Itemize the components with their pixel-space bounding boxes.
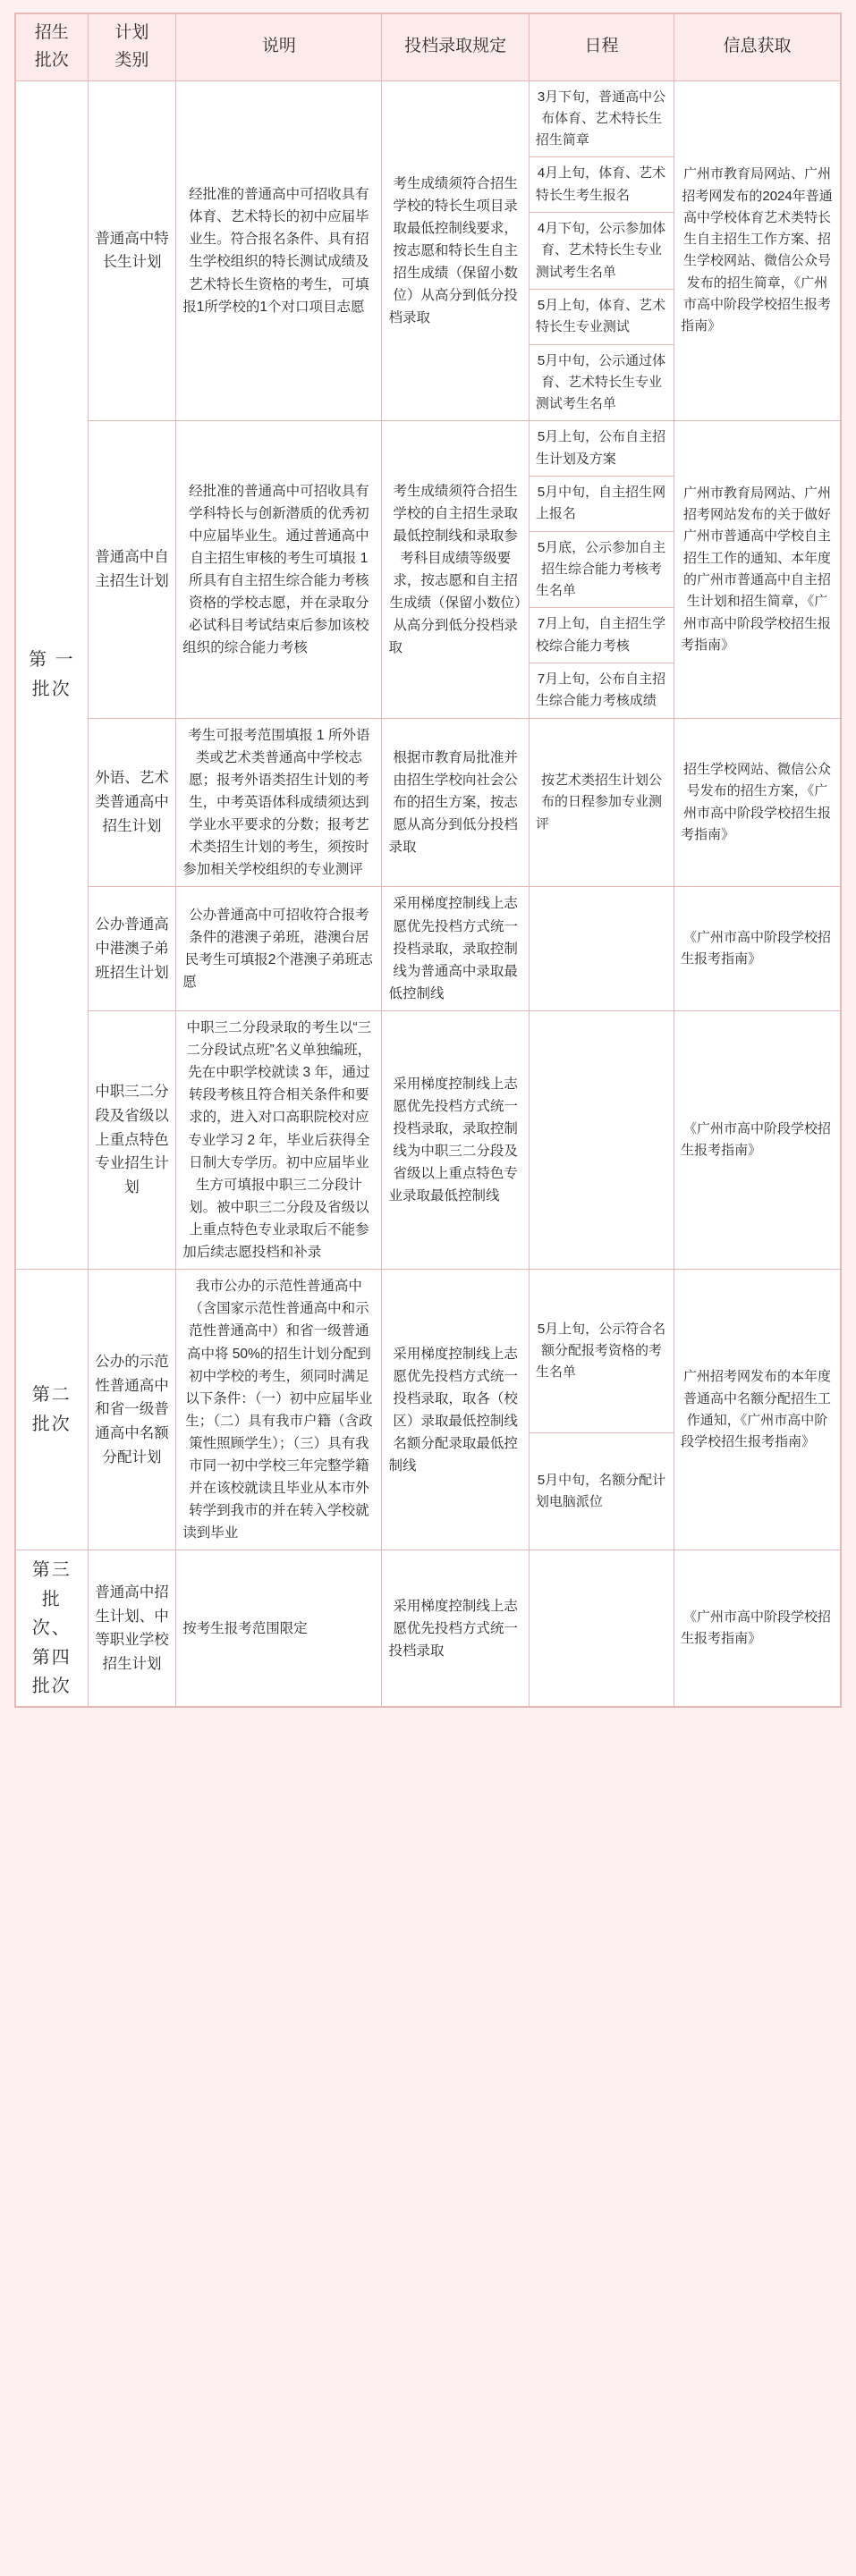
table-row [15,887,841,1011]
admission-schedule-table [14,13,842,1708]
column-header-category [88,13,176,80]
description-cell-quota-allocation: 我市公办的示范性普通高中（含国家示范性普通高中和示范性普通高中）和省一级普通高中将 50%的招生计划分配到初中学校的考生，须同时满足以下条件：（一）初中应届毕业生；（二）具有我市户籍（含政策性照顾学生）；（三）具有我市同一初中学校三年完整学籍并在该校就读且毕业从本市外转学到我市的并在转入学校就读到毕业 [176,1270,382,1550]
column-header-batch-line1: 招生 [34,23,69,42]
category-cell-language-art: 外语、艺术类普通高中招生计划 [88,718,176,887]
schedule-item: 5月中旬，名额分配计划电脑派位 [529,1433,674,1550]
column-header-category-line1: 计划 [114,23,149,42]
category-cell-special-talent: 普通高中特长生计划 [88,80,176,421]
schedule-item: 7月上旬，公布自主招生综合能力考核成绩 [529,663,674,719]
column-header-description: 说明 [176,13,382,80]
table-header-row [15,13,841,80]
table-row [15,80,841,157]
schedule-item: 5月上旬，公示符合名额分配报考资格的考生名单 [529,1270,674,1433]
category-cell-independent: 普通高中自主招生计划 [88,421,176,718]
schedule-item: 4月下旬，公示参加体育、艺术特长生专业测试考生名单 [529,213,674,290]
description-cell-language-art: 考生可报考范围填报 1 所外语类或艺术类普通高中学校志愿；报考外语类招生计划的考生，中考英语体科成绩须达到学业水平要求的分数；报考艺术类招生计划的考生，须按时参加相关学校组织的专业测评 [176,718,382,887]
column-header-admission-rule: 投档录取规定 [382,13,529,80]
column-header-batch-line2: 批次 [34,50,69,70]
batch-cell-third-fourth: 第三批次、第四批次 [15,1550,88,1707]
info-cell-independent: 广州市教育局网站、广州招考网站发布的关于做好广州市普通高中学校自主招生工作的通知、本年度的广州市普通高中自主招生计划和招生简章，《广州市高中阶段学校招生报考指南》 [674,421,841,718]
info-cell-general-vocational: 《广州市高中阶段学校招生报考指南》 [674,1550,841,1707]
table-row [15,1550,841,1707]
info-cell-hkmo: 《广州市高中阶段学校招生报考指南》 [674,887,841,1011]
rule-cell-language-art: 根据市教育局批准并由招生学校向社会公布的招生方案，按志愿从高分到低分投档录取 [382,718,529,887]
batch-cell-first: 第 一批次 [15,80,88,1270]
rule-cell-general-vocational: 采用梯度控制线上志愿优先投档方式统一投档录取 [382,1550,529,1707]
schedule-item: 4月上旬，体育、艺术特长生考生报名 [529,157,674,213]
column-header-category-line2: 类别 [114,50,149,70]
table-body [15,80,841,1707]
schedule-item: 5月上旬，公布自主招生计划及方案 [529,421,674,477]
table-row [15,1010,841,1269]
table-row [15,421,841,477]
schedule-item: 5月中旬，自主招生网上报名 [529,476,674,531]
batch-cell-second: 第二批次 [15,1270,88,1550]
description-cell-independent: 经批准的普通高中可招收具有学科特长与创新潜质的优秀初中应届毕业生。通过普通高中自主招生审核的考生可填报 1 所具有自主招生综合能力考核资格的学校志愿，并在录取分必试科目考试结束后参加该校组织的综合能力考核 [176,421,382,718]
description-cell-hkmo: 公办普通高中可招收符合报考条件的港澳子弟班，港澳台居民考生可填报2个港澳子弟班志愿 [176,887,382,1011]
schedule-item: 3月下旬，普通高中公布体育、艺术特长生招生简章 [529,80,674,157]
table-row [15,1270,841,1433]
table-row [15,718,841,887]
schedule-cell-language-art: 按艺术类招生计划公布的日程参加专业测评 [529,718,674,887]
info-cell-vocational-32: 《广州市高中阶段学校招生报考指南》 [674,1010,841,1269]
schedule-item: 5月上旬，体育、艺术特长生专业测试 [529,289,674,344]
schedule-item: 7月上旬，自主招生学校综合能力考核 [529,608,674,663]
description-cell-vocational-32: 中职三二分段录取的考生以“三二分段试点班”名义单独编班，先在中职学校就读 3 年，通过转段考核且符合相关条件和要求的，进入对口高职院校对应专业学习 2 年，毕业后获得全日制大专学历。初中应届毕业生方可填报中职三二分段计划。被中职三二分段及省级以上重点特色专业录取后不能参加后续志愿投档和补录 [176,1010,382,1269]
column-header-batch [15,13,88,80]
schedule-cell-general-vocational [529,1550,674,1707]
rule-cell-vocational-32: 采用梯度控制线上志愿优先投档方式统一投档录取，录取控制线为中职三二分段及省级以上重点特色专业录取最低控制线 [382,1010,529,1269]
description-cell-special-talent: 经批准的普通高中可招收具有体育、艺术特长的初中应届毕业生。符合报名条件、具有招生学校组织的特长测试成绩及艺术特长生资格的考生，可填报1所学校的1个对口项目志愿 [176,80,382,421]
info-cell-language-art: 招生学校网站、微信公众号发布的招生方案，《广州市高中阶段学校招生报考指南》 [674,718,841,887]
info-cell-special-talent: 广州市教育局网站、广州招考网发布的2024年普通高中学校体育艺术类特长生自主招生工作方案、招生学校网站、微信公众号发布的招生简章，《广州市高中阶段学校招生报考指南》 [674,80,841,421]
description-cell-general-vocational: 按考生报考范围限定 [176,1550,382,1707]
info-cell-quota-allocation: 广州招考网发布的本年度普通高中名额分配招生工作通知，《广州市高中阶段学校招生报考指南》 [674,1270,841,1550]
rule-cell-special-talent: 考生成绩须符合招生学校的特长生项目录取最低控制线要求，按志愿和特长生自主招生成绩（保留小数位）从高分到低分投档录取 [382,80,529,421]
schedule-item: 5月中旬，公示通过体育、艺术特长生专业测试考生名单 [529,344,674,421]
table-header [15,13,841,80]
schedule-item: 5月底，公示参加自主招生综合能力考核考生名单 [529,531,674,608]
column-header-schedule: 日程 [529,13,674,80]
rule-cell-quota-allocation: 采用梯度控制线上志愿优先投档方式统一投档录取，取各（校区）录取最低控制线名额分配录取最低控制线 [382,1270,529,1550]
rule-cell-hkmo: 采用梯度控制线上志愿优先投档方式统一投档录取，录取控制线为普通高中录取最低控制线 [382,887,529,1011]
category-cell-vocational-32: 中职三二分段及省级以上重点特色专业招生计划 [88,1010,176,1269]
schedule-cell-vocational-32 [529,1010,674,1269]
schedule-cell-hkmo [529,887,674,1011]
category-cell-quota-allocation: 公办的示范性普通高中和省一级普通高中名额分配计划 [88,1270,176,1550]
rule-cell-independent: 考生成绩须符合招生学校的自主招生录取最低控制线和录取参考科目成绩等级要求，按志愿和自主招生成绩（保留小数位）从高分到低分投档录取 [382,421,529,718]
category-cell-hkmo: 公办普通高中港澳子弟班招生计划 [88,887,176,1011]
category-cell-general-vocational: 普通高中招生计划、中等职业学校招生计划 [88,1550,176,1707]
column-header-info-source: 信息获取 [674,13,841,80]
